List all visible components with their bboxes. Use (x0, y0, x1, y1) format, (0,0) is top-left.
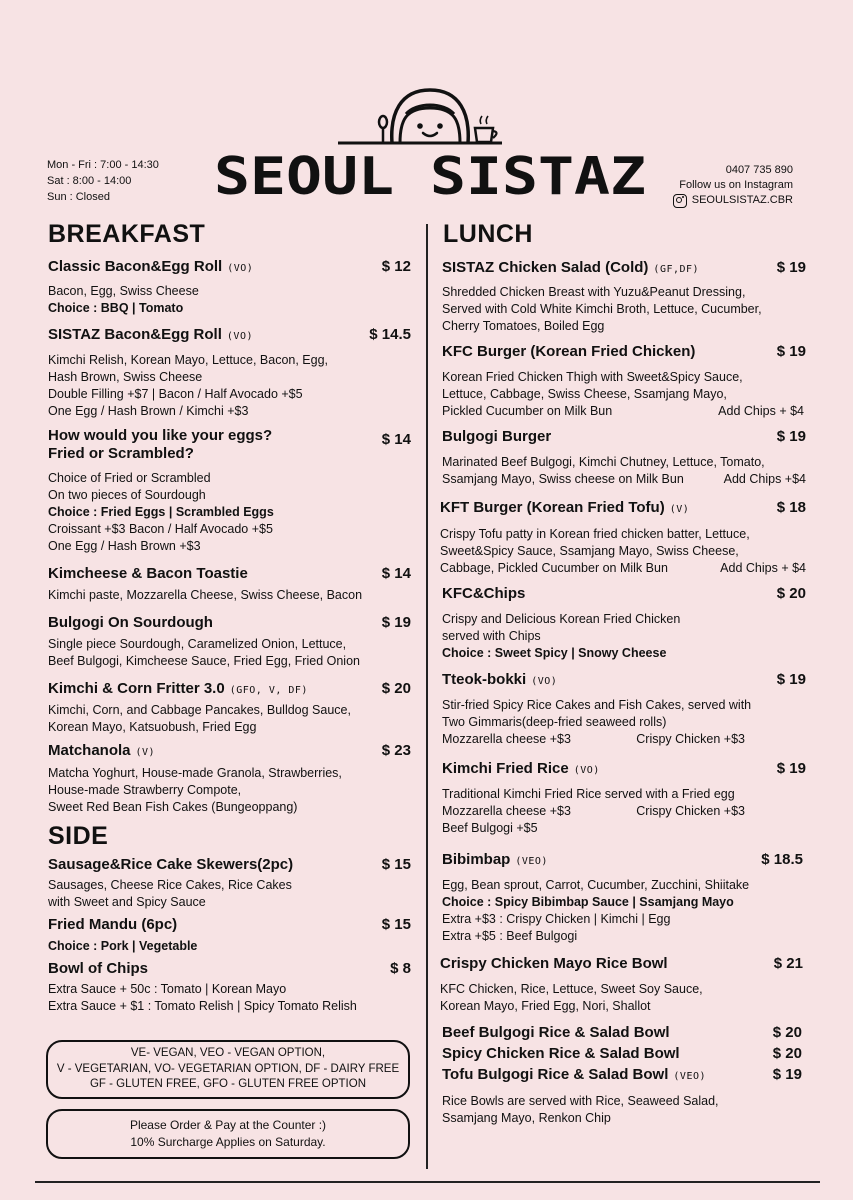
dietary-tag: (VO) (531, 676, 558, 687)
item-price: $ 18.5 (761, 851, 803, 868)
item-name: Fried Mandu (6pc) (48, 916, 178, 933)
hours-saturday: Sat : 8:00 - 14:00 (47, 175, 132, 187)
dietary-tag: (VEO) (673, 1071, 707, 1082)
brand-name: SEOUL SISTAZ (213, 147, 647, 207)
item-description: Single piece Sourdough, Caramelized Onion, Lettuce, Beef Bulgogi, Kimcheese Sauce, Fried Egg, Fried Onion (48, 637, 360, 668)
hours-weekday: Mon - Fri : 7:00 - 14:30 (47, 159, 159, 171)
item-name: Bulgogi On Sourdough (48, 614, 213, 631)
item-description: Traditional Kimchi Fried Rice served with a Fried egg Mozzarella cheese +$3 Crispy Chicken +$3 Beef Bulgogi +$5 (442, 787, 745, 835)
item-price: $ 8 (390, 960, 411, 977)
item-description: Kimchi, Corn, and Cabbage Pancakes, Bulldog Sauce, Korean Mayo, Katsuobush, Fried Egg (48, 703, 351, 734)
dietary-tag: (V) (669, 504, 690, 515)
item-name: Classic Bacon&Egg Roll (VO) (48, 258, 254, 275)
hours-sunday: Sun : Closed (47, 191, 110, 203)
instagram-handle: SEOULSISTAZ.CBR (691, 194, 793, 206)
legend-line: V - VEGETARIAN, VO- VEGETARIAN OPTION, DF - DAIRY FREE (56, 1062, 400, 1075)
item-choice: Choice : Sweet Spicy | Snowy Cheese (442, 646, 667, 660)
phone-number: 0407 735 890 (725, 164, 793, 176)
bottom-divider (35, 1181, 820, 1183)
order-notice-box (46, 1109, 410, 1159)
item-price: $ 19 (776, 760, 806, 777)
logo-girl-icon (230, 84, 630, 154)
contact-info (673, 163, 793, 213)
item-price: $ 19 (776, 671, 806, 688)
item-price: $ 19 (776, 259, 806, 276)
item-name: Kimchi Fried Rice (VO) (442, 760, 600, 777)
item-description: Stir-fried Spicy Rice Cakes and Fish Cakes, served with Two Gimmaris(deep-fried seaweed rolls) Mozzarella cheese +$3 Crispy Chicken +$3 (442, 698, 752, 746)
dietary-legend-box (46, 1040, 410, 1099)
item-price: $ 19 (776, 428, 806, 445)
item-description (48, 938, 197, 955)
item-description: Choice of Fried or Scrambled On two pieces of Sourdough Choice : Fried Eggs | Scrambled Eggs Croissant +$3 Bacon / Half Avocado +$5 One Egg / Hash Brown +$3 (48, 471, 274, 553)
section-title-breakfast: BREAKFAST (48, 220, 206, 248)
item-name: Beef Bulgogi Rice & Salad Bowl (442, 1024, 670, 1041)
item-description: Crispy and Delicious Korean Fried Chicken served with Chips Choice : Sweet Spicy | Snowy Cheese (442, 612, 681, 660)
item-name: Tofu Bulgogi Rice & Salad Bowl (VEO) (442, 1066, 707, 1083)
item-name: Matchanola (V) (48, 742, 156, 759)
instagram-icon (673, 194, 687, 208)
item-name: Kimcheese & Bacon Toastie (48, 565, 248, 582)
item-name: Bulgogi Burger (442, 428, 552, 445)
dietary-tag: (VO) (573, 765, 600, 776)
item-price: $ 20 (772, 1045, 802, 1062)
item-description: Sausages, Cheese Rice Cakes, Rice Cakes with Sweet and Spicy Sauce (48, 878, 292, 909)
item-description: KFC Chicken, Rice, Lettuce, Sweet Soy Sauce, Korean Mayo, Fried Egg, Nori, Shallot (440, 982, 703, 1013)
item-name: Kimchi & Corn Fritter 3.0 (GFO, V, DF) (48, 680, 308, 697)
item-name: SISTAZ Chicken Salad (Cold) (GF,DF) (442, 259, 700, 276)
item-description: Kimchi paste, Mozzarella Cheese, Swiss Cheese, Bacon (48, 588, 363, 602)
item-description: Shredded Chicken Breast with Yuzu&Peanut Dressing, Served with Cold White Kimchi Broth, Lettuce, Cucumber, Cherry Tomatoes, Boiled Egg (442, 285, 762, 333)
follow-text: Follow us on Instagram (679, 179, 793, 191)
item-name: KFC&Chips (442, 585, 526, 602)
item-name: Bibimbap (VEO) (442, 851, 548, 868)
item-choice: Choice : Spicy Bibimbap Sauce | Ssamjang Mayo (442, 895, 734, 909)
item-price: $ 12 (381, 258, 411, 275)
item-choice: Choice : Pork | Vegetable (48, 939, 198, 953)
item-description: Matcha Yoghurt, House-made Granola, Strawberries, House-made Strawberry Compote, Sweet Red Bean Fish Cakes (Bungeoppang) (48, 766, 342, 814)
dietary-tag: (GFO, V, DF) (229, 685, 308, 696)
notice-line: Please Order & Pay at the Counter :) (129, 1118, 327, 1132)
item-price: $ 19 (772, 1066, 802, 1083)
item-price: $ 20 (776, 585, 806, 602)
item-price: $ 19 (776, 343, 806, 360)
notice-line: 10% Surcharge Applies on Saturday. (130, 1135, 326, 1149)
logo (213, 84, 647, 207)
dietary-tag: (V) (135, 747, 156, 758)
legend-line: GF - GLUTEN FREE, GFO - GLUTEN FREE OPTION (89, 1078, 367, 1091)
item-description: Marinated Beef Bulgogi, Kimchi Chutney, Lettuce, Tomato, Ssamjang Mayo, Swiss cheese on Milk Bun Add Chips +$4 (442, 455, 806, 486)
column-divider (426, 224, 428, 1169)
item-description: Egg, Bean sprout, Carrot, Cucumber, Zucchini, Shiitake Choice : Spicy Bibimbap Sauce | Ssamjang Mayo Extra +$3 : Crispy Chicken | Kimchi | Egg Extra +$5 : Beef Bulgogi (442, 878, 750, 943)
item-price: $ 20 (381, 680, 411, 697)
item-name: Bowl of Chips (48, 960, 148, 977)
item-name: KFT Burger (Korean Fried Tofu) (V) (440, 499, 690, 516)
dietary-tag: (GF,DF) (653, 264, 700, 275)
item-price: $ 20 (772, 1024, 802, 1041)
item-description: Bacon, Egg, Swiss Cheese Choice : BBQ | Tomato (48, 284, 199, 315)
item-price: $ 14 (381, 565, 411, 582)
legend-line: VE- VEGAN, VEO - VEGAN OPTION, (130, 1047, 326, 1060)
item-price: $ 14.5 (369, 326, 411, 343)
item-name: How would you like your eggs? Fried or Scrambled? (48, 427, 273, 462)
bowls-note: Rice Bowls are served with Rice, Seaweed Salad, Ssamjang Mayo, Renkon Chip (442, 1094, 719, 1125)
instagram-handle-row[interactable] (673, 193, 793, 208)
item-price: $ 21 (773, 955, 803, 972)
item-name: Crispy Chicken Mayo Rice Bowl (440, 955, 668, 972)
item-name: Spicy Chicken Rice & Salad Bowl (442, 1045, 680, 1062)
item-price: $ 14 (381, 431, 411, 448)
item-name: Sausage&Rice Cake Skewers(2pc) (48, 856, 294, 873)
dietary-tag: (VO) (227, 263, 254, 274)
dietary-tag: (VEO) (515, 856, 548, 867)
item-description: Kimchi Relish, Korean Mayo, Lettuce, Bacon, Egg, Hash Brown, Swiss Cheese Double Filling +$7 | Bacon / Half Avocado +$5 One Egg / Hash Brown / Kimchi +$3 (48, 353, 329, 418)
item-price: $ 19 (381, 614, 411, 631)
item-price: $ 15 (381, 916, 411, 933)
opening-hours (47, 157, 159, 205)
item-price: $ 15 (381, 856, 411, 873)
item-price: $ 23 (381, 742, 411, 759)
item-description: Crispy Tofu patty in Korean fried chicken batter, Lettuce, Sweet&Spicy Sauce, Ssamjang Mayo, Swiss Cheese, Cabbage, Pickled Cucumber on Milk Bun Add Chips + $4 (440, 527, 806, 575)
item-choice: Choice : BBQ | Tomato (48, 301, 184, 315)
item-description: Korean Fried Chicken Thigh with Sweet&Spicy Sauce, Lettuce, Cabbage, Swiss Cheese, Ssamjang Mayo, Pickled Cucumber on Milk Bun Add Chips + $4 (442, 370, 804, 418)
section-title-lunch: LUNCH (443, 220, 533, 248)
item-description: Extra Sauce + 50c : Tomato | Korean Mayo Extra Sauce + $1 : Tomato Relish | Spicy Tomato Relish (48, 982, 357, 1013)
item-name: KFC Burger (Korean Fried Chicken) (442, 343, 696, 360)
item-price: $ 18 (776, 499, 806, 516)
item-name: Tteok-bokki (VO) (442, 671, 558, 688)
item-choice: Choice : Fried Eggs | Scrambled Eggs (48, 505, 274, 519)
section-title-side: SIDE (48, 822, 109, 850)
item-name: SISTAZ Bacon&Egg Roll (VO) (48, 326, 253, 343)
dietary-tag: (VO) (226, 331, 253, 342)
